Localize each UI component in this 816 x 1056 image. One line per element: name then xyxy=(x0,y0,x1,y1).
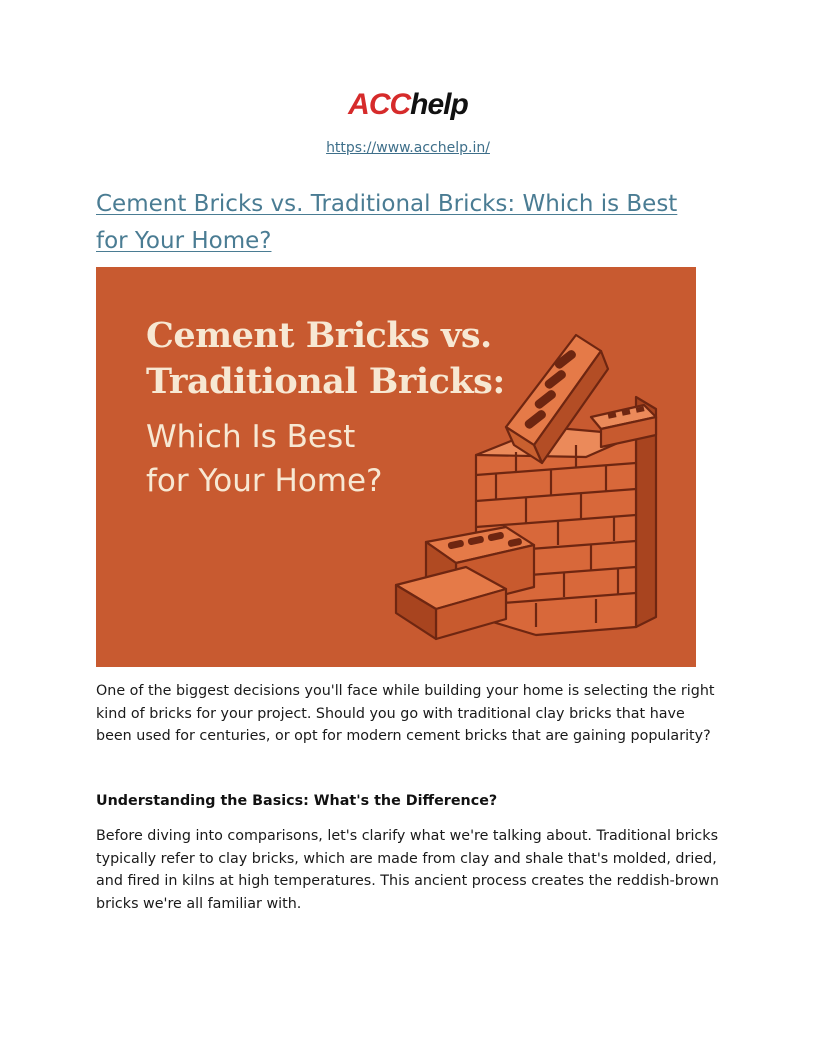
acchelp-logo xyxy=(0,88,816,128)
logo-help-text: help xyxy=(410,88,468,121)
brick-wall-illustration xyxy=(386,317,686,647)
section-heading: Understanding the Basics: What's the Difference? xyxy=(96,793,498,809)
site-url-link[interactable]: https://www.acchelp.in/ xyxy=(326,140,490,156)
hero-subtitle-line-2: for Your Home? xyxy=(146,463,383,499)
section-paragraph: Before diving into comparisons, let's clarify what we're talking about. Traditional bricks typically refer to clay bricks, which are made from clay and shale that's molded, dried, and fired in kilns at high temperatures. This ancient process creates the reddish-brown bricks we're all familiar with. xyxy=(96,828,719,912)
article-title-link[interactable]: Cement Bricks vs. Traditional Bricks: Which is Best for Your Home? xyxy=(96,191,678,254)
intro-paragraph: One of the biggest decisions you'll face while building your home is selecting the right kind of bricks for your project. Should you go with traditional clay bricks that have been used for centuries, or opt for modern cement bricks that are gaining popularity? xyxy=(96,683,715,745)
hero-title-line-2: Traditional Bricks: xyxy=(146,361,505,402)
logo-acc-text: ACC xyxy=(348,88,411,121)
hero-title-line-1: Cement Bricks vs. xyxy=(146,315,492,356)
hero-subtitle-line-1: Which Is Best xyxy=(146,419,356,455)
hero-image xyxy=(96,267,696,667)
